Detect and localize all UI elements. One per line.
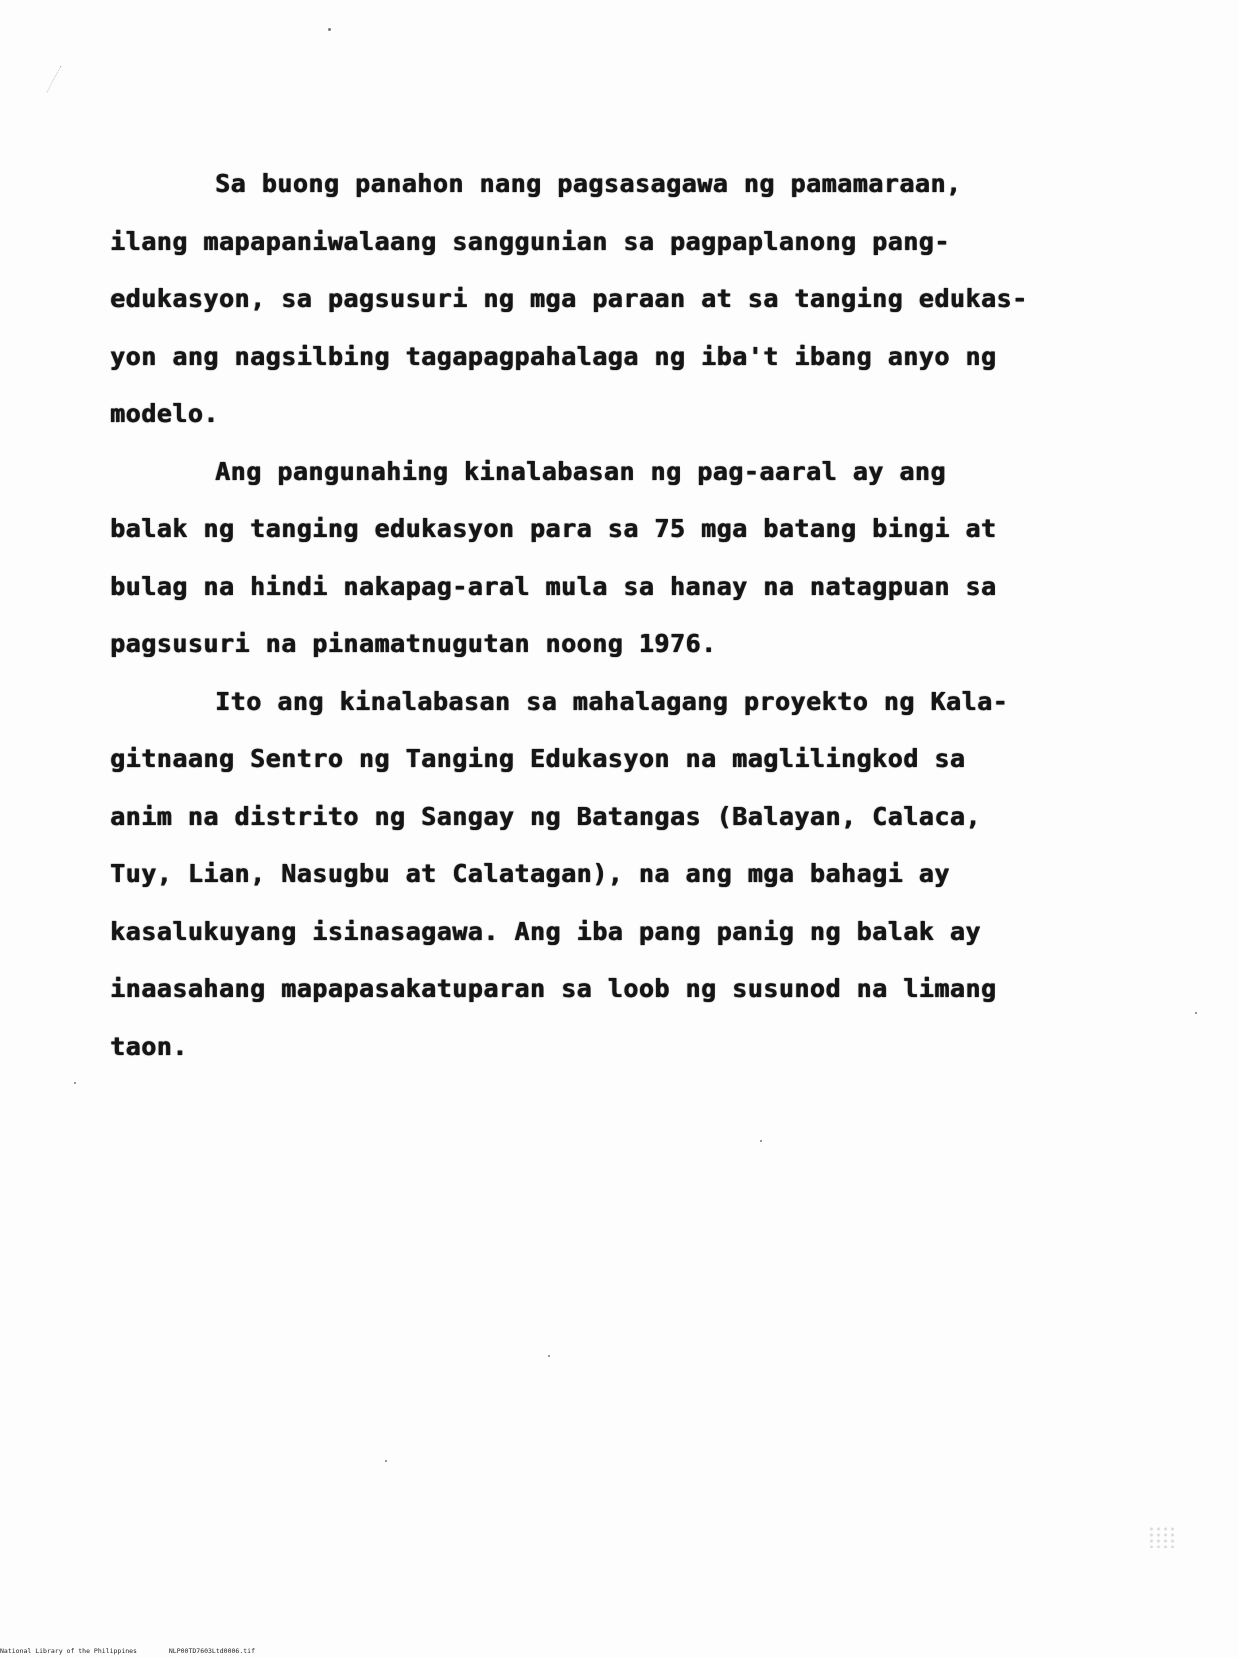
footer-file-id: NLP00TD7603Ltd0006.tif (168, 1647, 255, 1655)
scan-smudge (1148, 1526, 1178, 1548)
text-line: anim na distrito ng Sangay ng Batangas (Balayan, Calaca, (110, 801, 981, 831)
text-line: Sa buong panahon nang pagsasagawa ng pamamaraan, (215, 169, 962, 198)
text-line: bulag na hindi nakapag-aral mula sa hanay na natagpuan sa (110, 571, 997, 601)
scan-speck (385, 1460, 387, 1462)
scan-speck (74, 1082, 76, 1084)
text-line: inaasahang mapapasakatuparan sa loob ng susunod na limang (110, 974, 997, 1003)
text-line: ilang mapapaniwalaang sanggunian sa pagpaplanong pang- (110, 226, 950, 256)
paragraph-3 (110, 673, 1120, 1076)
text-line: gitnaang Sentro ng Tanging Edukasyon na maglilingkod sa (110, 744, 966, 773)
text-line: Ang pangunahing kinalabasan ng pag-aaral ay ang (215, 456, 946, 486)
text-line: modelo. (110, 399, 219, 428)
text-line: kasalukuyang isinasagawa. Ang iba pang panig ng balak ay (110, 916, 981, 946)
text-line: balak ng tanging edukasyon para sa 75 mga batang bingi at (110, 514, 997, 543)
scan-speck (1195, 1012, 1197, 1014)
text-line: taon. (110, 1031, 188, 1061)
text-line: Ito ang kinalabasan sa mahalagang proyekto ng Kala- (215, 686, 1009, 716)
scan-edge-mark (47, 65, 85, 104)
scan-footer (0, 1647, 400, 1655)
footer-library-name: National Library of the Philippines (0, 1647, 137, 1655)
scan-speck (328, 28, 331, 31)
typewritten-text (110, 155, 1120, 1075)
text-line: yon ang nagsilbing tagapagpahalaga ng iba't ibang anyo ng (110, 341, 997, 371)
text-line: pagsusuri na pinamatnugutan noong 1976. (110, 629, 717, 658)
text-line: Tuy, Lian, Nasugbu at Calatagan), na ang mga bahagi ay (110, 859, 950, 888)
paragraph-1 (110, 155, 1120, 443)
scan-speck (548, 1355, 550, 1357)
text-line: edukasyon, sa pagsusuri ng mga paraan at sa tanging edukas- (110, 284, 1028, 313)
scan-speck (760, 1140, 762, 1142)
paragraph-2 (110, 443, 1120, 673)
